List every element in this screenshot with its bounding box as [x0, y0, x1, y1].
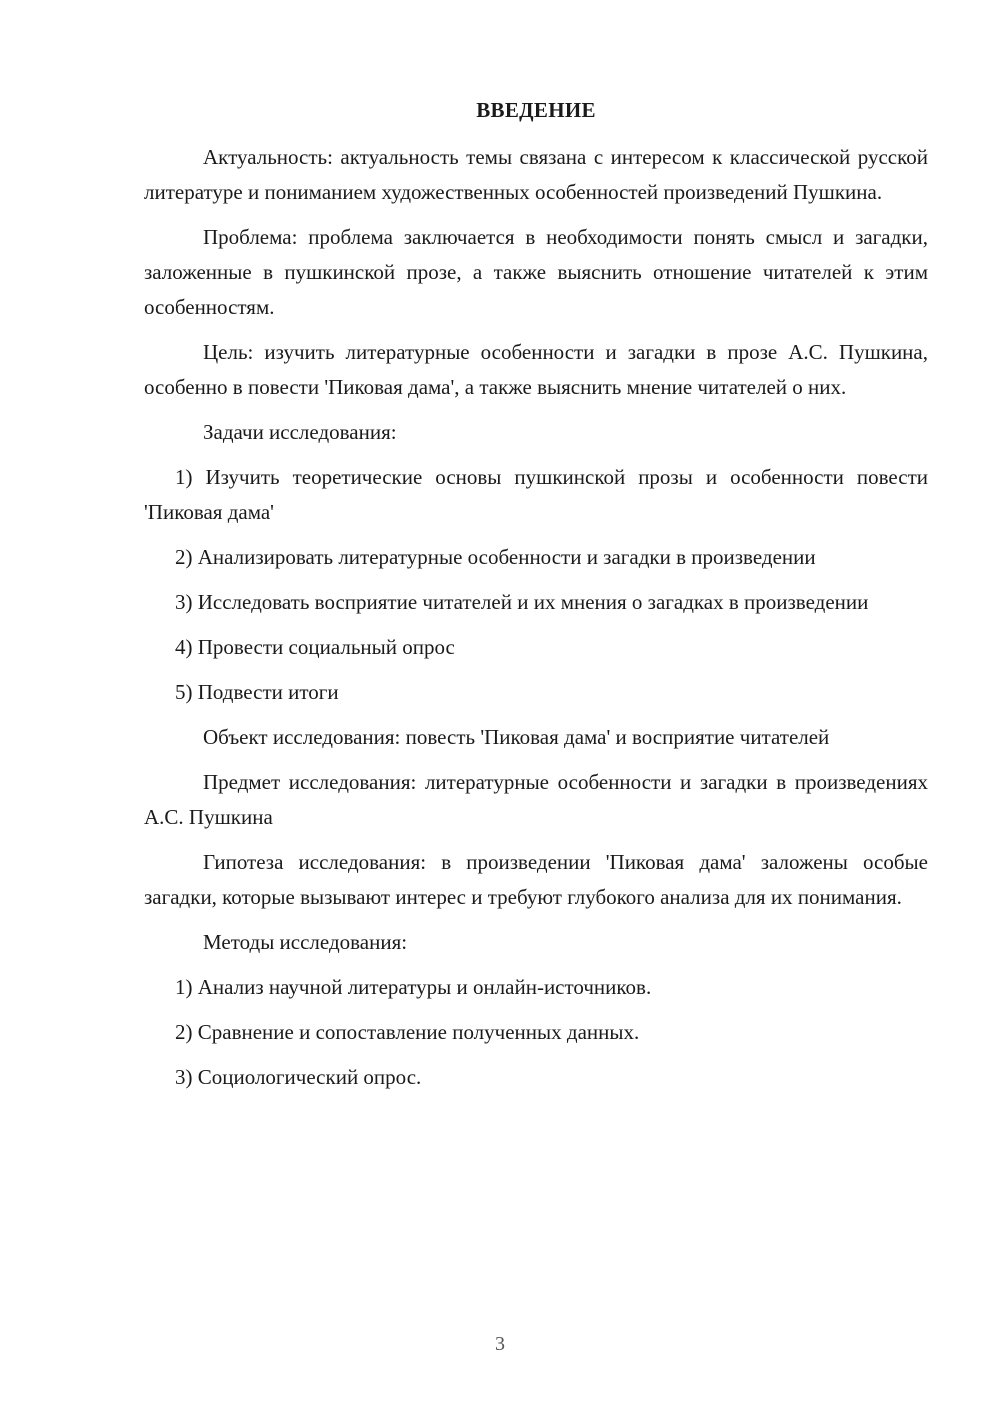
relevance-paragraph: Актуальность: актуальность темы связана с интересом к классической русской литературе и пониманием художественных особенностей произведений Пушкина.: [144, 145, 928, 204]
method-item-2: 2) Сравнение и сопоставление полученных данных.: [175, 1020, 640, 1044]
section-title: ВВЕДЕНИЕ: [476, 98, 596, 122]
object-paragraph: Объект исследования: повесть 'Пиковая дама' и восприятие читателей: [203, 725, 830, 749]
task-item-2: 2) Анализировать литературные особенности и загадки в произведении: [175, 545, 816, 569]
goal-paragraph: Цель: изучить литературные особенности и загадки в прозе А.С. Пушкина, особенно в повести 'Пиковая дама', а также выяснить мнение читателей о них.: [144, 340, 928, 399]
document-page: [144, 96, 928, 1105]
methods-heading: Методы исследования:: [203, 930, 408, 954]
tasks-heading: Задачи исследования:: [203, 420, 397, 444]
task-item-3: 3) Исследовать восприятие читателей и их мнения о загадках в произведении: [175, 590, 869, 614]
method-item-1: 1) Анализ научной литературы и онлайн-источников.: [175, 975, 652, 999]
hypothesis-paragraph: Гипотеза исследования: в произведении 'Пиковая дама' заложены особые загадки, которые вызывают интерес и требуют глубокого анализа для их понимания.: [144, 850, 928, 909]
task-item-1: 1) Изучить теоретические основы пушкинской прозы и особенности повести 'Пиковая дама': [144, 465, 928, 524]
problem-paragraph: Проблема: проблема заключается в необходимости понять смысл и загадки, заложенные в пушкинской прозе, а также выяснить отношение читателей к этим особенностям.: [144, 225, 928, 319]
method-item-3: 3) Социологический опрос.: [175, 1065, 422, 1089]
subject-paragraph: Предмет исследования: литературные особенности и загадки в произведениях А.С. Пушкина: [144, 770, 928, 829]
task-item-5: 5) Подвести итоги: [175, 680, 339, 704]
task-item-4: 4) Провести социальный опрос: [175, 635, 455, 659]
page-number: 3: [495, 1333, 505, 1355]
